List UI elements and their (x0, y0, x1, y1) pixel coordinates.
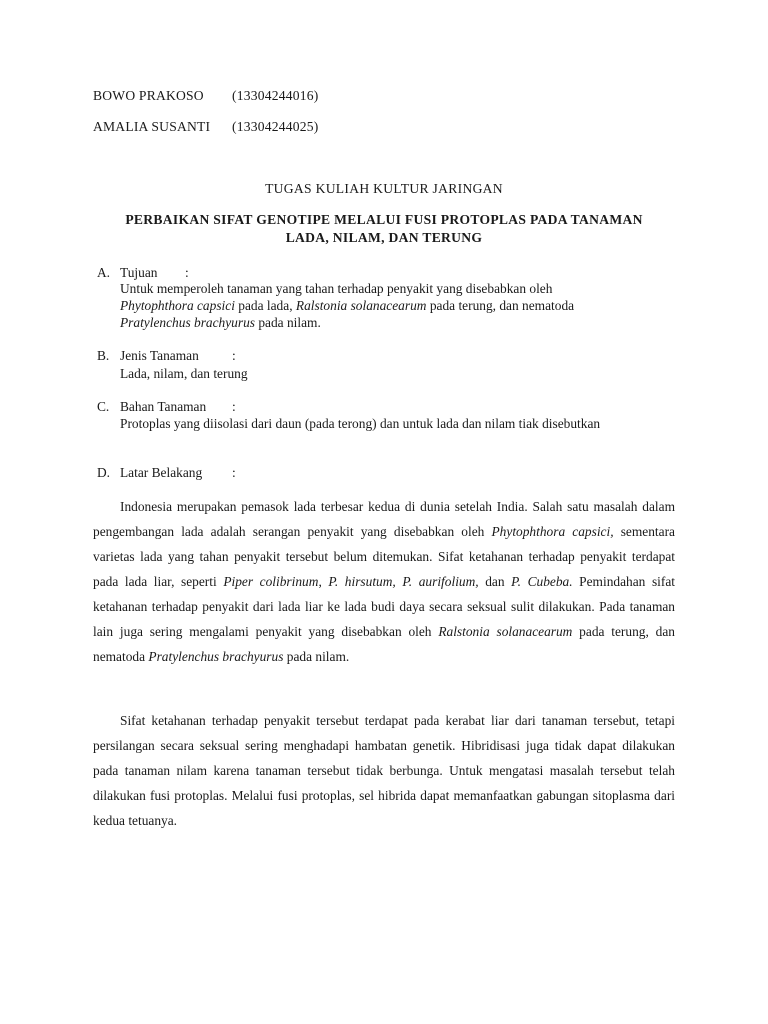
section-b-colon: : (232, 348, 236, 363)
section-c-label: Bahan Tanaman (120, 399, 207, 414)
section-c-letter: C. (97, 399, 110, 414)
section-d-letter: D. (97, 465, 111, 480)
author-name: AMALIA SUSANTI (93, 119, 211, 134)
background-paragraph-2: Sifat ketahanan terhadap penyakit tersebut terdapat pada kerabat liar dari tanaman tersebut, tetapi persilangan secara seksual sering menghadapi hambatan genetik. Hibridisasi juga tidak dapat dilakukan pada tanaman nilam karena tanaman tersebut tidak berbunga. Untuk mengatasi masalah tersebut telah dilakukan fusi protoplas. Melalui fusi protoplas, sel hibrida dapat memanfaatkan gabungan sitoplasma dari kedua tetuanya. (93, 713, 675, 828)
text-run: Pemindahan sifat ketahanan terhadap penyakit dari lada liar ke lada budi daya secara seksual sulit dilakukan. Pada tanaman lain juga sering mengalami penyakit yang disebabkan oleh (93, 574, 676, 639)
author-name: BOWO PRAKOSO (93, 88, 204, 103)
species-name: Ralstonia solanacearum (438, 624, 573, 639)
section-a-line-1: Untuk memperoleh tanaman yang tahan terhadap penyakit yang disebabkan oleh (120, 281, 553, 296)
background-paragraph-1 (93, 494, 675, 669)
section-d-label: Latar Belakang (120, 465, 203, 480)
species-name: Phytophthora capsici, (491, 524, 614, 539)
text-run: pada terung, dan nematoda (426, 298, 575, 314)
author-nim: (13304244016) (232, 88, 319, 103)
section-a-line-2 (120, 297, 640, 314)
section-c-colon: : (232, 399, 236, 414)
text-run: pada terung, dan nematoda (93, 624, 675, 664)
section-a-letter: A. (97, 265, 111, 280)
species-name: Piper colibrinum (223, 574, 319, 589)
text-run: pada nilam. (255, 315, 321, 331)
text-run: Indonesia merupakan pemasok lada terbesar kedua di dunia setelah India. Salah satu masalah dalam pengembangan lada adalah serangan penyakit yang disebabkan oleh (93, 499, 675, 539)
text-run: pada lada, (234, 298, 296, 314)
document-title-line-1: PERBAIKAN SIFAT GENOTIPE MELALUI FUSI PROTOPLAS PADA TANAMAN (125, 212, 643, 227)
document-title (88, 211, 680, 247)
document-title-line-2: LADA, NILAM, DAN TERUNG (285, 230, 483, 245)
species-name: Pratylenchus brachyurus (148, 649, 284, 664)
section-b-label: Jenis Tanaman (120, 348, 199, 363)
species-name: Phytophthora capsici (120, 298, 235, 314)
section-a-label: Tujuan (120, 265, 158, 280)
species-name: Pratylenchus brachyurus (120, 315, 255, 331)
species-name: Ralstonia solanacearum (295, 298, 427, 314)
section-a-body (120, 280, 640, 332)
section-c-body: Protoplas yang diisolasi dari daun (pada terong) dan untuk lada dan nilam tiak disebutkan (120, 416, 601, 431)
section-d-colon: : (232, 465, 236, 480)
species-name: P. hirsutum, P. aurifolium, (328, 574, 479, 589)
course-title: TUGAS KULIAH KULTUR JARINGAN (265, 181, 503, 196)
author-line-2 (93, 119, 319, 135)
text-run: dan (478, 574, 512, 589)
text-run: sementara varietas lada yang tahan penyakit tersebut belum ditemukan. Sifat ketahanan terhadap penyakit terdapat pada lada liar, seperti (93, 524, 675, 589)
author-nim: (13304244025) (232, 119, 319, 134)
text-run: , (318, 574, 329, 589)
section-a-colon: : (185, 265, 189, 280)
text-run: pada nilam. (283, 649, 350, 664)
section-b-body: Lada, nilam, dan terung (120, 366, 248, 381)
section-b-letter: B. (97, 348, 110, 363)
section-a-line-3 (120, 314, 640, 331)
species-name: P. Cubeba. (511, 574, 573, 589)
author-line-1 (93, 88, 319, 104)
